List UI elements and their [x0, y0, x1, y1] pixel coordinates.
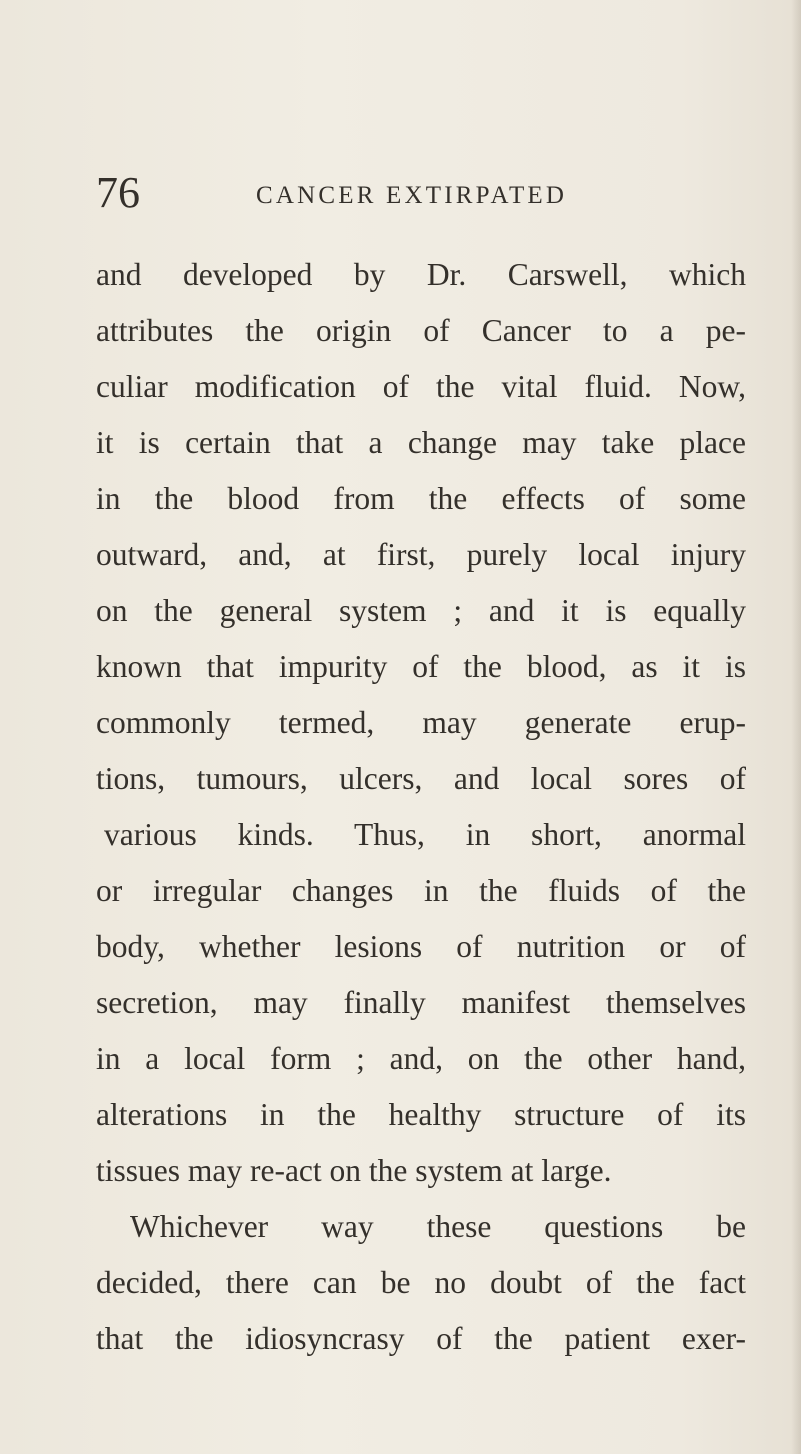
- body-text: [96, 247, 746, 1367]
- text-line: in a local form ; and, on the other hand,: [96, 1041, 746, 1076]
- text-line: commonly termed, may generate erup-: [96, 705, 746, 740]
- text-line: and developed by Dr. Carswell, which: [96, 257, 746, 292]
- text-line: that the idiosyncrasy of the patient exer-: [96, 1321, 746, 1356]
- text-line: in the blood from the effects of some: [96, 481, 746, 516]
- running-title: CANCER EXTIRPATED: [256, 182, 568, 209]
- text-line: outward, and, at first, purely local injury: [96, 537, 746, 572]
- text-line: or irregular changes in the fluids of the: [96, 873, 746, 908]
- text-line: known that impurity of the blood, as it is: [96, 649, 746, 684]
- page-edge-shadow: [791, 0, 801, 1454]
- text-line: body, whether lesions of nutrition or of: [96, 929, 746, 964]
- text-line: secretion, may finally manifest themselves: [96, 985, 746, 1020]
- text-line: various kinds. Thus, in short, anormal: [104, 817, 746, 852]
- text-line: decided, there can be no doubt of the fact: [96, 1265, 746, 1300]
- text-line: culiar modification of the vital fluid. Now,: [96, 369, 746, 404]
- page-number: 76: [96, 168, 140, 217]
- text-line: tissues may re-act on the system at large.: [96, 1153, 612, 1188]
- text-line: it is certain that a change may take place: [96, 425, 746, 460]
- text-line: attributes the origin of Cancer to a pe-: [96, 313, 746, 348]
- text-line: tions, tumours, ulcers, and local sores of: [96, 761, 746, 796]
- text-line: on the general system ; and it is equally: [96, 593, 746, 628]
- running-head: [96, 168, 756, 218]
- text-line: alterations in the healthy structure of its: [96, 1097, 746, 1132]
- paragraph-start-line: Whichever way these questions be: [130, 1209, 746, 1244]
